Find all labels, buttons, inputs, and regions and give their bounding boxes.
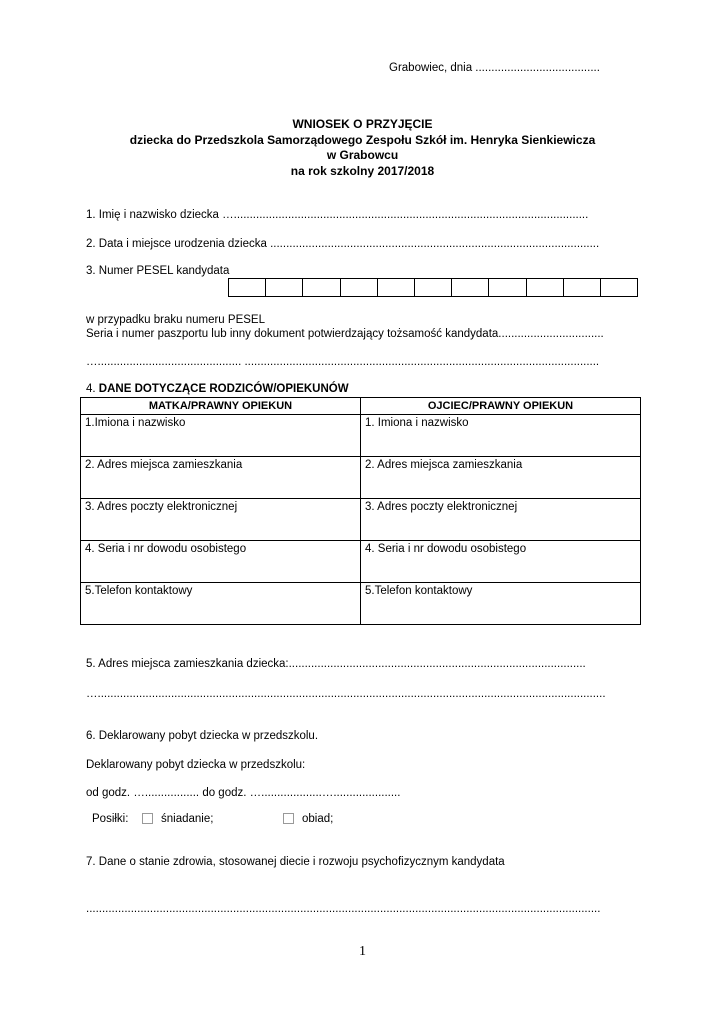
table-row [81,583,641,625]
mother-cell[interactable]: 3. Adres poczty elektronicznej [81,499,361,541]
mother-cell[interactable]: 4. Seria i nr dowodu osobistego [81,541,361,583]
column-header-father: OJCIEC/PRAWNY OPIEKUN [361,398,641,415]
field-birth: 2. Data i miejsce urodzenia dziecka ....................................................................................................... [86,238,600,250]
pesel-cell[interactable] [415,279,452,296]
table-row [81,499,641,541]
field-child-name: 1. Imię i nazwisko dziecka …............................................................................................................... [86,209,589,221]
mother-cell[interactable]: 5.Telefon kontaktowy [81,583,361,625]
meal-dinner-label: obiad; [302,813,334,825]
pesel-cell[interactable] [527,279,564,296]
section-6-hours: od godz. …................. do godz. …...................…..................... [86,787,401,799]
meal-dinner[interactable] [283,813,333,825]
section-6-sub: Deklarowany pobyt dziecka w przedszkolu: [86,759,306,771]
section-7-label: 7. Dane o stanie zdrowia, stosowanej diecie i rozwoju psychofizycznym kandydata [86,856,505,868]
no-pesel-note: w przypadku braku numeru PESEL [86,314,265,326]
table-row [81,541,641,583]
pesel-cell[interactable] [564,279,601,296]
father-cell[interactable]: 3. Adres poczty elektronicznej [361,499,641,541]
father-cell[interactable]: 5.Telefon kontaktowy [361,583,641,625]
pesel-cell[interactable] [452,279,489,296]
passport-field-cont: …............................................. ............................................................................................................... [86,356,600,368]
parents-table [80,397,641,625]
place-date: Grabowiec, dnia ....................................... [389,62,600,74]
meal-breakfast-label: śniadanie; [161,813,214,825]
table-row [81,457,641,499]
pesel-cell[interactable] [601,279,637,296]
pesel-cell[interactable] [489,279,526,296]
section-5-label: 5. Adres miejsca zamieszkania dziecka:............................................................................................. [86,658,586,670]
pesel-cell[interactable] [229,279,266,296]
title-line-2: dziecka do Przedszkola Samorządowego Zespołu Szkół im. Henryka Sienkiewicza [129,133,596,147]
title-line-3: w Grabowcu [326,148,399,162]
pesel-grid [228,278,638,297]
father-cell[interactable]: 2. Adres miejsca zamieszkania [361,457,641,499]
section-4-heading [86,383,349,395]
father-cell[interactable]: 4. Seria i nr dowodu osobistego [361,541,641,583]
pesel-cell[interactable] [266,279,303,296]
column-header-mother: MATKA/PRAWNY OPIEKUN [81,398,361,415]
meal-breakfast[interactable] [142,813,213,825]
section-4-number: 4. [86,383,99,395]
section-4-title: DANE DOTYCZĄCE RODZICÓW/OPIEKUNÓW [98,383,349,395]
checkbox-icon[interactable] [283,813,294,824]
pesel-cell[interactable] [303,279,340,296]
page-number: 1 [359,944,366,959]
table-row [81,415,641,457]
pesel-cell[interactable] [341,279,378,296]
mother-cell[interactable]: 2. Adres miejsca zamieszkania [81,457,361,499]
meals-label: Posiłki: [92,813,129,825]
section-6-label: 6. Deklarowany pobyt dziecka w przedszkolu. [86,730,319,742]
section-7-line: ................................................................................................................................................................. [86,903,601,915]
title-line-4: na rok szkolny 2017/2018 [290,164,435,178]
field-pesel-label: 3. Numer PESEL kandydata [86,265,230,277]
checkbox-icon[interactable] [142,813,153,824]
passport-field: Seria i numer paszportu lub inny dokument potwierdzający tożsamość kandydata................................. [86,328,604,340]
pesel-cell[interactable] [378,279,415,296]
section-5-cont: …............................................................................................................................................................... [86,688,606,700]
father-cell[interactable]: 1. Imiona i nazwisko [361,415,641,457]
title-line-1: WNIOSEK O PRZYJĘCIE [292,117,433,131]
mother-cell[interactable]: 1.Imiona i nazwisko [81,415,361,457]
